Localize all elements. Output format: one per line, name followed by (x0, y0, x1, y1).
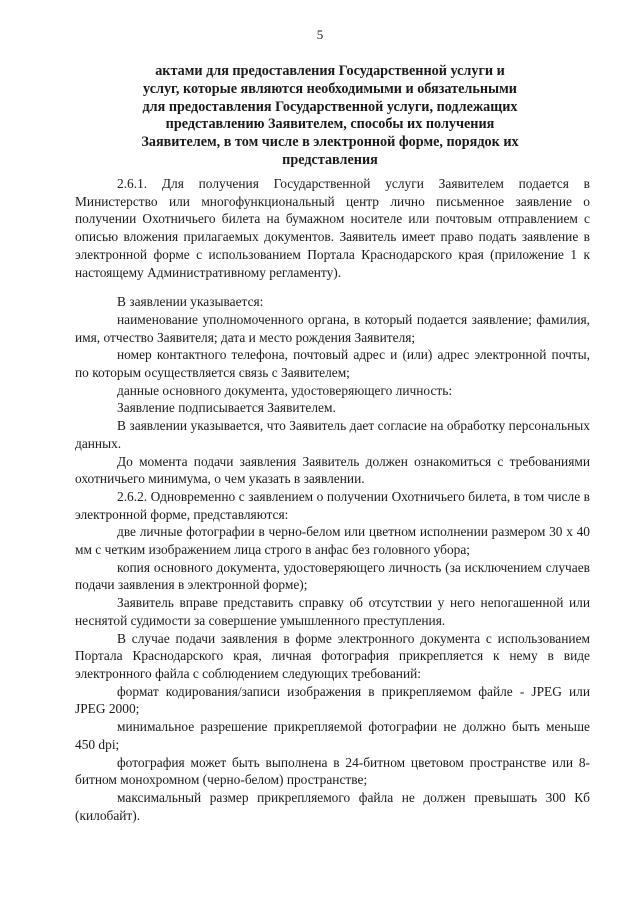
paragraph: Заявление подписывается Заявителем. (117, 400, 336, 416)
title-line: представлению Заявителем, способы их получения (165, 116, 495, 133)
section-title (110, 63, 550, 170)
paragraph-gap (75, 281, 590, 293)
paragraph: данные основного документа, удостоверяющего личность: (117, 382, 453, 398)
paragraph: две личные фотографии в черно-белом или цветном исполнении размером 30 х 40 мм с четким изображением лица строго в анфас без головного убора; (75, 524, 590, 558)
paragraph-2-6-1: 2.6.1. Для получения Государственной услуги Заявителем подается в Министерство или многофункциональный центр лично письменное заявление о получении Охотничьего билета на бумажном носителе или почтовым отправлением с описью вложения прилагаемых документов. Заявитель имеет право подать заявление в электронной форме с использованием Портала Краснодарского края (приложение 1 к настоящему Административному регламенту). (75, 176, 590, 280)
paragraph: максимальный размер прикрепляемого файла не должен превышать 300 Кб (килобайт). (75, 789, 590, 823)
title-line: представления (282, 151, 378, 168)
paragraph: копия основного документа, удостоверяющего личность (за исключением случаев подачи заявления в электронной форме); (75, 559, 590, 593)
paragraph: В заявлении указывается: (117, 294, 264, 310)
paragraph-2-6-2: 2.6.2. Одновременно с заявлением о получении Охотничьего билета, в том числе в электронной форме, представляются: (75, 488, 590, 522)
title-line: Заявителем, в том числе в электронной форме, порядок их (141, 134, 519, 151)
paragraph: До момента подачи заявления Заявитель должен ознакомиться с требованиями охотничьего минимума, о чем указать в заявлении. (75, 453, 590, 487)
paragraph: наименование уполномоченного органа, в который подается заявление; фамилия, имя, отчество Заявителя; дата и место рождения Заявителя; (75, 311, 590, 345)
title-line: для предоставления Государственной услуги, подлежащих (142, 98, 518, 115)
page-number: 5 (316, 27, 324, 42)
paragraph: формат кодирования/записи изображения в прикрепляемом файле - JPEG или JPEG 2000; (75, 683, 590, 717)
paragraph: минимальное разрешение прикрепляемой фотографии не должно быть меньше 450 dpi; (75, 719, 590, 752)
paragraph: номер контактного телефона, почтовый адрес и (или) адрес электронной почты, по которым осуществляется связь с Заявителем; (75, 347, 590, 381)
paragraph: фотография может быть выполнена в 24-битном цветовом пространстве или 8-битном монохромном (черно-белом) пространстве; (75, 754, 590, 788)
paragraph: Заявитель вправе представить справку об отсутствии у него непогашенной или неснятой судимости за совершение умышленного преступления. (75, 595, 590, 628)
document-body (75, 175, 590, 824)
paragraph: В заявлении указывается, что Заявитель дает согласие на обработку персональных данных. (75, 418, 590, 451)
title-line: актами для предоставления Государственной услуги и (155, 63, 505, 79)
paragraph: В случае подачи заявления в форме электронного документа с использованием Портала Краснодарского края, личная фотография прикрепляется к нему в виде электронного файла с соблюдением следующих требований: (75, 630, 590, 681)
title-line: услуг, которые являются необходимыми и обязательными (143, 80, 517, 97)
